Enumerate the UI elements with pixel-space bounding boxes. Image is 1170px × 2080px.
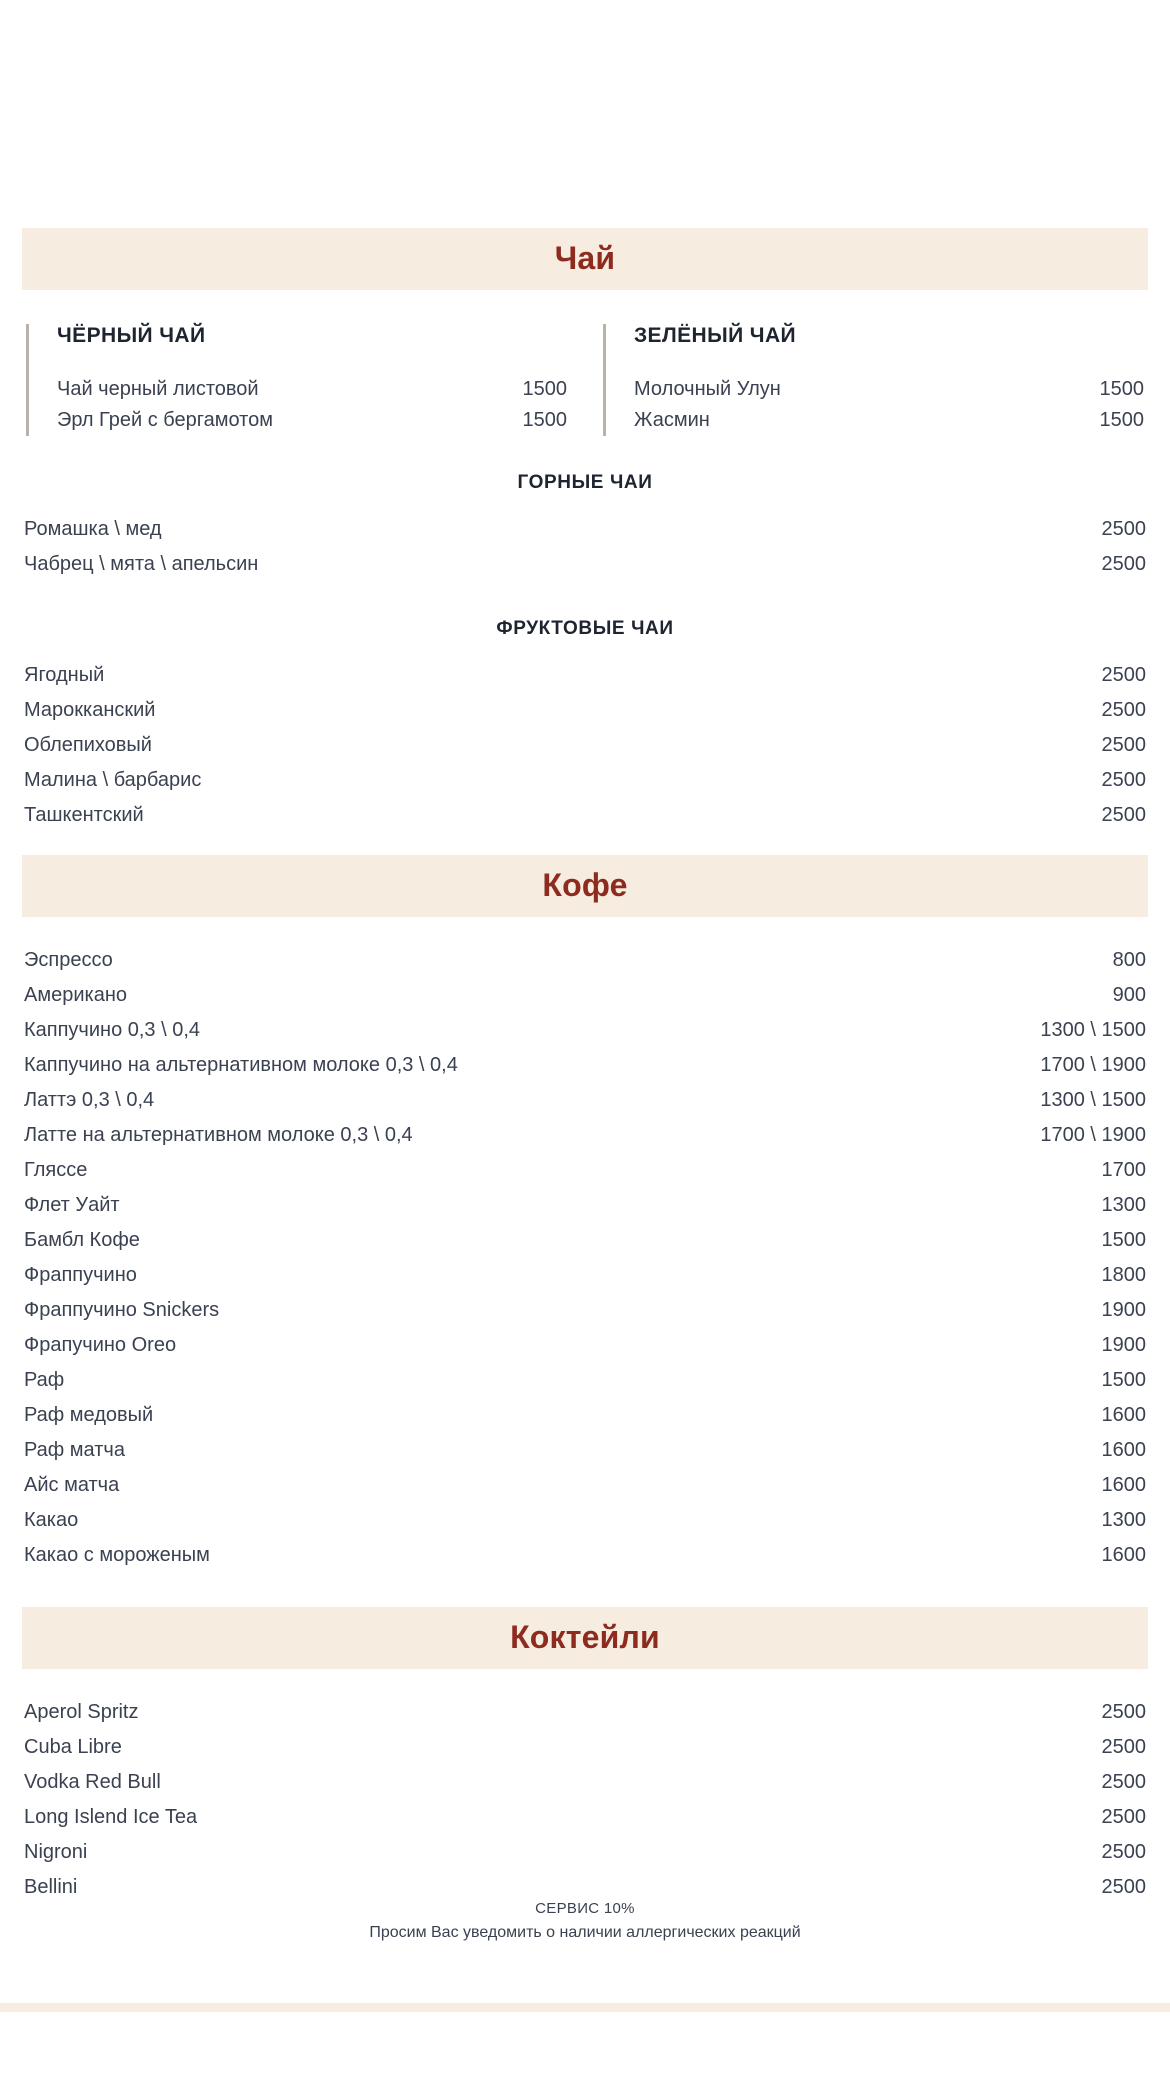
bottom-decorative-bar	[0, 2003, 1170, 2012]
menu-row	[24, 658, 1146, 693]
section-banner-tea	[22, 228, 1148, 290]
item-price: 1600	[1101, 1474, 1146, 1496]
item-name: Vodka Red Bull	[24, 1771, 161, 1793]
item-price: 2500	[1101, 804, 1146, 826]
item-name: Жасмин	[634, 409, 710, 431]
item-name: Какао с мороженым	[24, 1544, 210, 1566]
menu-row	[24, 1835, 1146, 1870]
item-price: 1600	[1101, 1439, 1146, 1461]
item-price: 1800	[1101, 1264, 1146, 1286]
menu-row	[24, 1153, 1146, 1188]
section-banner-cocktails	[22, 1607, 1148, 1669]
item-name: Марокканский	[24, 699, 156, 721]
section-banner-coffee	[22, 855, 1148, 917]
tea-column-heading: ЗЕЛЁНЫЙ ЧАЙ	[634, 324, 797, 347]
item-price: 1600	[1101, 1544, 1146, 1566]
item-price: 2500	[1101, 769, 1146, 791]
item-price: 900	[1112, 984, 1146, 1006]
menu-row	[24, 1013, 1146, 1048]
item-price: 1500	[522, 409, 567, 431]
spacer	[22, 833, 1148, 855]
menu-row	[57, 405, 567, 436]
item-name: Фрапучино Oreo	[24, 1334, 177, 1356]
item-price: 1500	[522, 378, 567, 400]
menu-row	[24, 1188, 1146, 1223]
tea-two-column-block	[22, 324, 1148, 436]
item-price: 1700 \ 1900	[1040, 1054, 1146, 1076]
item-name: Эрл Грей с бергамотом	[57, 409, 273, 431]
item-name: Облепиховый	[24, 734, 152, 756]
menu-row	[24, 1293, 1146, 1328]
item-name: Ягодный	[24, 664, 105, 686]
item-price: 1500	[1101, 1229, 1146, 1251]
item-name: Гляссе	[24, 1159, 88, 1181]
menu-content	[22, 228, 1148, 1905]
item-price: 1500	[1099, 378, 1144, 400]
item-price: 2500	[1101, 1736, 1146, 1758]
item-name: Каппучино 0,3 \ 0,4	[24, 1019, 201, 1041]
spacer	[22, 1573, 1148, 1607]
page-footer	[0, 1900, 1170, 1942]
menu-row	[24, 763, 1146, 798]
item-price: 2500	[1101, 699, 1146, 721]
item-price: 1300	[1101, 1194, 1146, 1216]
item-price: 1700	[1101, 1159, 1146, 1181]
item-name: Флет Уайт	[24, 1194, 120, 1216]
item-name: Американо	[24, 984, 127, 1006]
menu-row	[24, 1433, 1146, 1468]
menu-row	[24, 1083, 1146, 1118]
item-name: Малина \ барбарис	[24, 769, 202, 791]
item-price: 2500	[1101, 734, 1146, 756]
item-price: 2500	[1101, 1701, 1146, 1723]
item-name: Long Islend Ice Tea	[24, 1806, 198, 1828]
item-name: Ташкентский	[24, 804, 144, 826]
item-price: 1300	[1101, 1509, 1146, 1531]
item-price: 1900	[1101, 1334, 1146, 1356]
item-name: Чай черный листовой	[57, 378, 259, 400]
item-name: Молочный Улун	[634, 378, 781, 400]
allergy-note: Просим Вас уведомить о наличии аллергических реакций	[369, 1924, 801, 1941]
item-price: 1300 \ 1500	[1040, 1019, 1146, 1041]
item-name: Эспрессо	[24, 949, 113, 971]
item-name: Каппучино на альтернативном молоке 0,3 \ 0,4	[24, 1054, 458, 1076]
menu-row	[24, 1363, 1146, 1398]
service-charge-note: СЕРВИС 10%	[535, 1900, 635, 1917]
menu-row	[24, 728, 1146, 763]
menu-row	[24, 1695, 1146, 1730]
cocktails-list	[22, 1695, 1148, 1905]
menu-row	[24, 1468, 1146, 1503]
menu-row	[24, 798, 1146, 833]
item-name: Раф	[24, 1369, 65, 1391]
item-price: 1600	[1101, 1404, 1146, 1426]
menu-row	[24, 1048, 1146, 1083]
menu-row	[24, 1503, 1146, 1538]
item-price: 1500	[1101, 1369, 1146, 1391]
item-name: Какао	[24, 1509, 79, 1531]
coffee-list	[22, 943, 1148, 1573]
item-price: 2500	[1101, 1771, 1146, 1793]
subgroup-list-fruit-teas	[22, 658, 1148, 833]
menu-row	[24, 1800, 1146, 1835]
menu-row	[24, 547, 1146, 582]
item-price: 1300 \ 1500	[1040, 1089, 1146, 1111]
subgroup-heading-mountain-teas: ГОРНЫЕ ЧАИ	[517, 472, 653, 493]
section-title-cocktails: Коктейли	[510, 1619, 660, 1655]
menu-row	[24, 1223, 1146, 1258]
item-price: 2500	[1101, 1841, 1146, 1863]
item-price: 1900	[1101, 1299, 1146, 1321]
menu-row	[24, 1730, 1146, 1765]
item-name: Раф матча	[24, 1439, 125, 1461]
item-name: Aperol Spritz	[24, 1701, 139, 1723]
menu-row	[24, 1398, 1146, 1433]
menu-row	[24, 1118, 1146, 1153]
item-name: Nigroni	[24, 1841, 88, 1863]
menu-row	[24, 1328, 1146, 1363]
item-name: Cuba Libre	[24, 1736, 122, 1758]
section-title-tea: Чай	[554, 240, 616, 276]
item-name: Латтэ 0,3 \ 0,4	[24, 1089, 155, 1111]
menu-row	[24, 1258, 1146, 1293]
menu-row	[24, 512, 1146, 547]
item-name: Bellini	[24, 1876, 78, 1898]
section-title-coffee: Кофе	[542, 867, 628, 903]
menu-row	[634, 405, 1144, 436]
item-name: Раф медовый	[24, 1404, 154, 1426]
menu-row	[634, 374, 1144, 405]
spacer	[22, 1669, 1148, 1695]
item-price: 2500	[1101, 664, 1146, 686]
item-name: Бамбл Кофе	[24, 1229, 140, 1251]
menu-row	[24, 978, 1146, 1013]
item-price: 2500	[1101, 1876, 1146, 1898]
item-name: Чабрец \ мята \ апельсин	[24, 553, 259, 575]
menu-row	[24, 693, 1146, 728]
spacer	[22, 917, 1148, 943]
menu-row	[24, 943, 1146, 978]
item-name: Фраппучино	[24, 1264, 137, 1286]
item-name: Ромашка \ мед	[24, 518, 162, 540]
tea-column-heading: ЧЁРНЫЙ ЧАЙ	[57, 324, 206, 347]
menu-row	[57, 374, 567, 405]
subgroup-list-mountain-teas	[22, 512, 1148, 582]
tea-column-green	[603, 324, 1144, 436]
item-price: 2500	[1101, 1806, 1146, 1828]
item-price: 2500	[1101, 518, 1146, 540]
menu-row	[24, 1538, 1146, 1573]
item-name: Айс матча	[24, 1474, 120, 1496]
tea-column-black	[26, 324, 567, 436]
subgroup-heading-fruit-teas: ФРУКТОВЫЕ ЧАИ	[496, 618, 674, 639]
item-price: 2500	[1101, 553, 1146, 575]
item-name: Фраппучино Snickers	[24, 1299, 220, 1321]
item-name: Латте на альтернативном молоке 0,3 \ 0,4	[24, 1124, 413, 1146]
item-price: 1700 \ 1900	[1040, 1124, 1146, 1146]
item-price: 1500	[1099, 409, 1144, 431]
menu-row	[24, 1765, 1146, 1800]
item-price: 800	[1112, 949, 1146, 971]
